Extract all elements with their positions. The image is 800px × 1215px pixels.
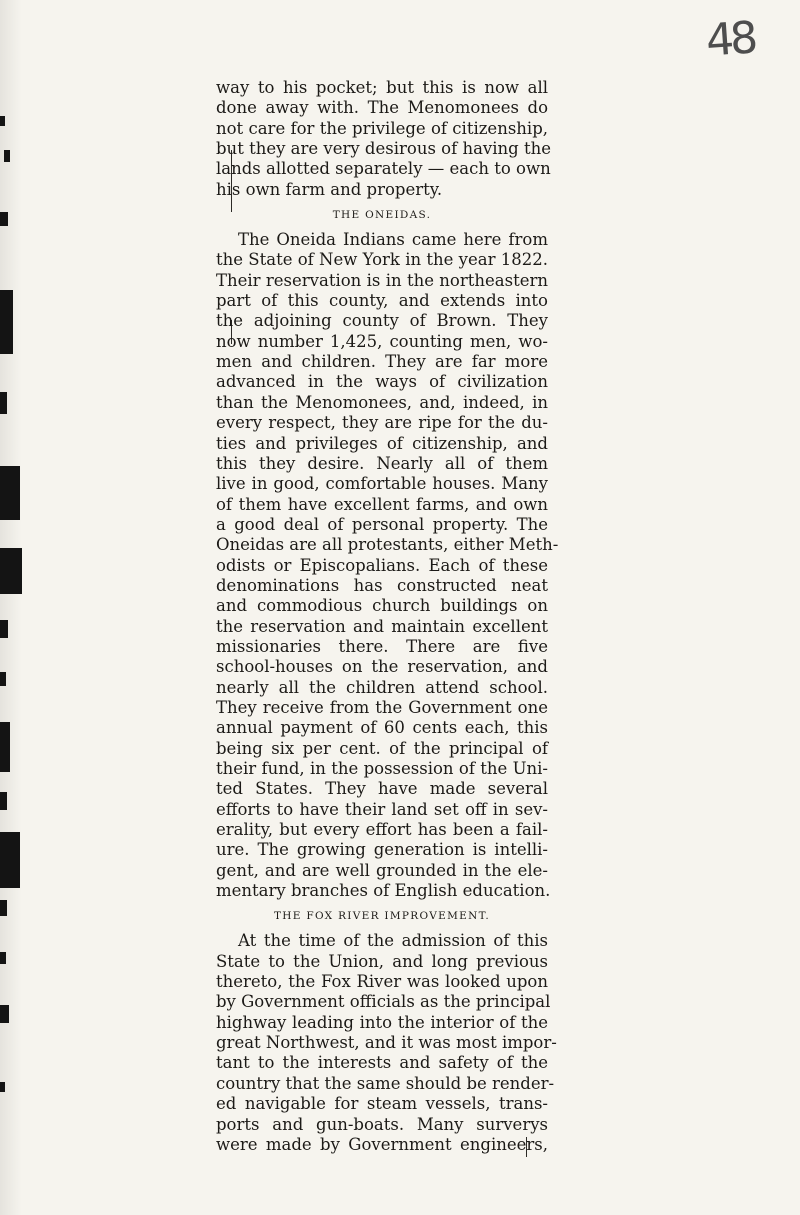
binding-mark (0, 466, 20, 520)
text-line: nearly all the children attend school. (216, 677, 548, 697)
text-line: the reservation and maintain excellent (216, 616, 548, 636)
binding-mark (0, 832, 20, 888)
binding-mark (0, 290, 13, 354)
binding-mark (0, 116, 5, 126)
text-line: odists or Episcopalians. Each of these (216, 555, 548, 575)
binding-mark (4, 150, 10, 162)
text-line: gent, and are well grounded in the ele- (216, 860, 548, 880)
section-heading-oneidas: THE ONEIDAS. (332, 209, 432, 222)
text-line: the adjoining county of Brown. They (216, 311, 548, 331)
text-line: were made by Government engineers, (216, 1134, 548, 1154)
binding-mark (0, 620, 8, 638)
text-line: lands allotted separately — each to own (216, 159, 551, 179)
binding-mark (0, 212, 8, 226)
intro-paragraph (216, 78, 551, 200)
text-line: not care for the privilege of citizenship, (216, 118, 548, 138)
text-line: live in good, comfortable houses. Many (216, 474, 548, 494)
text-line: advanced in the ways of civilization (216, 372, 548, 392)
text-line: Their reservation is in the northeastern (216, 270, 548, 290)
text-line: At the time of the admission of this (238, 931, 548, 951)
text-line: tant to the interests and safety of the (216, 1053, 548, 1073)
text-line: efforts to have their land set off in sev- (216, 799, 548, 819)
text-line: State to the Union, and long previous (216, 951, 548, 971)
binding-mark (0, 672, 6, 686)
text-line: erality, but every effort has been a fail- (216, 820, 548, 840)
text-line: than the Menomonees, and, indeed, in (216, 392, 548, 412)
text-line: The Oneida Indians came here from (238, 230, 548, 250)
binding-mark (0, 722, 10, 772)
text-line: part of this county, and extends into (216, 291, 548, 311)
text-line: this they desire. Nearly all of them (216, 453, 548, 473)
text-line: of them have excellent farms, and own (216, 494, 548, 514)
text-line: a good deal of personal property. The (216, 514, 548, 534)
text-line: denominations has constructed neat (216, 575, 548, 595)
text-line: annual payment of 60 cents each, this (216, 718, 548, 738)
page-number: 48 (704, 12, 756, 67)
binding-mark (0, 952, 6, 964)
text-line: missionaries there. There are five (216, 636, 548, 656)
text-line: great Northwest, and it was most impor- (216, 1033, 557, 1053)
binding-mark (0, 1005, 9, 1023)
text-line: men and children. They are far more (216, 352, 548, 372)
text-line: country that the same should be render- (216, 1073, 555, 1093)
text-line: Oneidas are all protestants, either Meth- (216, 535, 559, 555)
text-line: done away with. The Menomonees do (216, 98, 548, 118)
text-line: They receive from the Government one (216, 697, 548, 717)
text-line: school-houses on the reservation, and (216, 657, 548, 677)
text-line: ted States. They have made several (216, 779, 548, 799)
text-line: thereto, the Fox River was looked upon (216, 972, 548, 992)
section-heading-fox-river: THE FOX RIVER IMPROVEMENT. (274, 910, 490, 923)
text-line: being six per cent. of the principal of (216, 738, 548, 758)
binding-mark (0, 792, 7, 810)
text-line: mentary branches of English education. (216, 881, 551, 901)
text-line: ed navigable for steam vessels, trans- (216, 1094, 548, 1114)
text-line: every respect, they are ripe for the du- (216, 413, 548, 433)
text-line: highway leading into the interior of the (216, 1012, 548, 1032)
text-line: but they are very desirous of having the (216, 139, 551, 159)
text-line: now number 1,425, counting men, wo- (216, 331, 548, 351)
fox-river-paragraph (216, 931, 557, 1155)
text-line: the State of New York in the year 1822. (216, 250, 548, 270)
text-column (216, 78, 559, 1155)
text-line: ports and gun-boats. Many surverys (216, 1114, 548, 1134)
text-line: ure. The growing generation is intelli- (216, 840, 548, 860)
text-line: their fund, in the possession of the Uni- (216, 759, 548, 778)
text-line: way to his pocket; but this is now all (216, 78, 548, 97)
oneidas-paragraph (216, 230, 559, 901)
binding-mark (0, 392, 7, 414)
binding-mark (0, 1082, 5, 1092)
binding-mark (0, 548, 22, 594)
binding-mark (0, 900, 7, 916)
scan-edge-shadow (0, 0, 22, 1215)
text-line: ties and privileges of citizenship, and (216, 433, 548, 453)
text-line: his own farm and property. (216, 179, 443, 199)
text-line: and commodious church buildings on (216, 596, 548, 616)
text-line: by Government officials as the principal (216, 992, 551, 1012)
